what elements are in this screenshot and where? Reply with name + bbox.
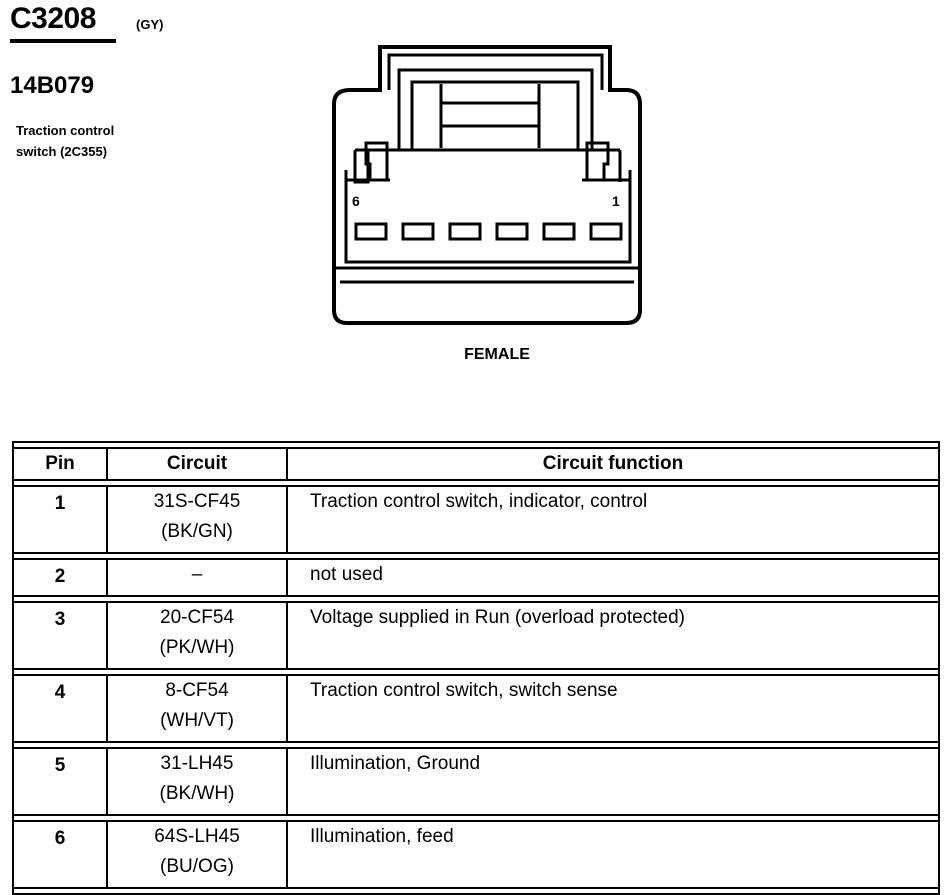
description-line-1: Traction control xyxy=(16,123,115,138)
pin-cell xyxy=(356,224,386,239)
lock-frame xyxy=(389,55,602,90)
circuit-id: – xyxy=(191,564,203,585)
pin-number: 6 xyxy=(14,820,106,889)
circuit-cell xyxy=(106,601,286,670)
circuit-cell xyxy=(106,747,286,816)
connector-face-diagram xyxy=(0,0,951,340)
column-header-pin: Pin xyxy=(14,447,106,481)
pinout-table xyxy=(12,441,940,895)
wire-color: (WH/VT) xyxy=(160,710,234,731)
circuit-function: not used xyxy=(286,558,938,597)
pin-cells xyxy=(356,224,621,239)
circuit-cell xyxy=(106,820,286,889)
circuit-id: 31S-CF45 xyxy=(153,491,241,512)
pin-cell xyxy=(497,224,527,239)
pin-label-left: 6 xyxy=(352,193,360,209)
table-row xyxy=(14,820,938,889)
table-row xyxy=(14,601,938,670)
pin-number: 3 xyxy=(14,601,106,670)
description-line-2: switch (2C355) xyxy=(16,144,108,159)
table-row xyxy=(14,674,938,743)
column-header-circuit: Circuit xyxy=(106,447,286,481)
wire-color: (BK/GN) xyxy=(161,521,233,542)
part-number: 14B079 xyxy=(10,72,95,99)
pin-cell xyxy=(403,224,433,239)
circuit-id: 8-CF54 xyxy=(165,680,229,701)
circuit-cell xyxy=(106,674,286,743)
pin-number: 1 xyxy=(14,485,106,554)
connector-view-label: FEMALE xyxy=(464,346,530,363)
wire-color: (BU/OG) xyxy=(160,856,234,877)
pin-label-right: 1 xyxy=(612,193,620,209)
circuit-cell xyxy=(106,485,286,554)
connector-id: C3208 xyxy=(10,2,96,35)
pinout-table-body xyxy=(14,485,938,889)
table-header-row xyxy=(14,447,938,481)
pin-cell xyxy=(450,224,480,239)
pin-number: 2 xyxy=(14,558,106,597)
table-row xyxy=(14,747,938,816)
circuit-id: 64S-LH45 xyxy=(154,826,240,847)
circuit-function: Illumination, Ground xyxy=(286,747,938,816)
pin-cell xyxy=(591,224,621,239)
circuit-function: Voltage supplied in Run (overload protected) xyxy=(286,601,938,670)
circuit-function: Traction control switch, switch sense xyxy=(286,674,938,743)
wire-color: (BK/WH) xyxy=(159,783,235,804)
circuit-cell xyxy=(106,558,286,597)
table-row xyxy=(14,558,938,597)
table-row xyxy=(14,485,938,554)
circuit-id: 20-CF54 xyxy=(160,607,234,628)
column-header-function: Circuit function xyxy=(286,447,938,481)
circuit-function: Traction control switch, indicator, control xyxy=(286,485,938,554)
wire-color: (PK/WH) xyxy=(159,637,235,658)
pin-number: 4 xyxy=(14,674,106,743)
pin-cell xyxy=(544,224,574,239)
terminal-cavity xyxy=(346,170,630,262)
pin-number: 5 xyxy=(14,747,106,816)
lock-inner-arm-left xyxy=(412,82,578,150)
circuit-function: Illumination, feed xyxy=(286,820,938,889)
circuit-id: 31-LH45 xyxy=(160,753,234,774)
pin-cavity-outline xyxy=(355,150,620,182)
connector-color: (GY) xyxy=(136,17,164,32)
